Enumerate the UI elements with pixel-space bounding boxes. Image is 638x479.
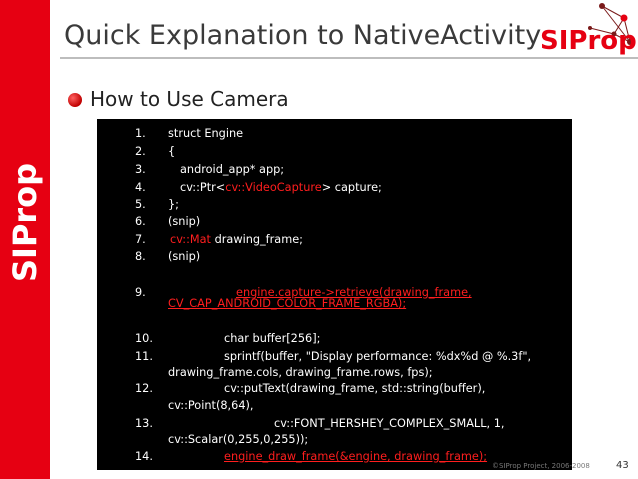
line-number: 11.	[135, 350, 153, 363]
code-text: > capture;	[321, 181, 382, 194]
brand-logo: SIProp	[540, 26, 637, 56]
bullet-icon	[68, 93, 82, 107]
line-number: 4.	[135, 181, 146, 194]
line-number: 9.	[135, 286, 146, 299]
line-number: 2.	[135, 145, 146, 158]
code-line: engine.capture->retrieve(drawing_frame,	[236, 286, 472, 299]
code-line	[170, 232, 303, 247]
code-line: {	[168, 145, 176, 158]
line-number: 5.	[135, 198, 146, 211]
code-line: cv::FONT_HERSHEY_COMPLEX_SMALL, 1,	[274, 417, 505, 430]
code-line: };	[168, 198, 179, 211]
line-number: 10.	[135, 332, 153, 345]
line-number: 14.	[135, 450, 153, 463]
code-line: struct Engine	[168, 127, 244, 140]
line-number: 13.	[135, 417, 153, 430]
highlighted-type: cv::VideoCapture	[225, 181, 322, 194]
page-number: 43	[616, 460, 629, 471]
code-line-continuation: drawing_frame.cols, drawing_frame.rows, fps);	[168, 366, 433, 379]
line-number: 3.	[135, 163, 146, 176]
code-line-continuation: CV_CAP_ANDROID_COLOR_FRAME_RGBA);	[168, 297, 407, 310]
code-line: (snip)	[168, 215, 201, 228]
highlighted-type: cv::Mat	[170, 233, 211, 246]
sidebar-logo: SIProp	[6, 162, 44, 282]
code-line: cv::putText(drawing_frame, std::string(buffer),	[224, 382, 486, 395]
code-text: cv::Ptr<	[180, 181, 226, 194]
code-line: sprintf(buffer, "Display performance: %dx%d @ %.3f",	[224, 350, 532, 363]
code-text: drawing_frame;	[211, 233, 303, 246]
code-line: char buffer[256];	[224, 332, 321, 345]
code-line-continuation: cv::Scalar(0,255,0,255));	[168, 433, 309, 446]
code-line: (snip)	[168, 250, 201, 263]
title-divider	[60, 57, 638, 59]
code-line-continuation: cv::Point(8,64),	[168, 399, 254, 412]
copyright-footer: ©SIProp Project, 2006-2008	[492, 462, 590, 470]
code-line: engine_draw_frame(&engine, drawing_frame);	[224, 450, 488, 463]
code-line	[180, 180, 382, 195]
sidebar	[0, 0, 50, 479]
code-line: android_app* app;	[180, 163, 285, 176]
section-heading: How to Use Camera	[90, 87, 289, 111]
slide-title: Quick Explanation to NativeActivity	[64, 20, 542, 51]
line-number: 1.	[135, 127, 146, 140]
line-number: 8.	[135, 250, 146, 263]
line-number: 7.	[135, 233, 146, 246]
line-number: 12.	[135, 382, 153, 395]
line-number: 6.	[135, 215, 146, 228]
